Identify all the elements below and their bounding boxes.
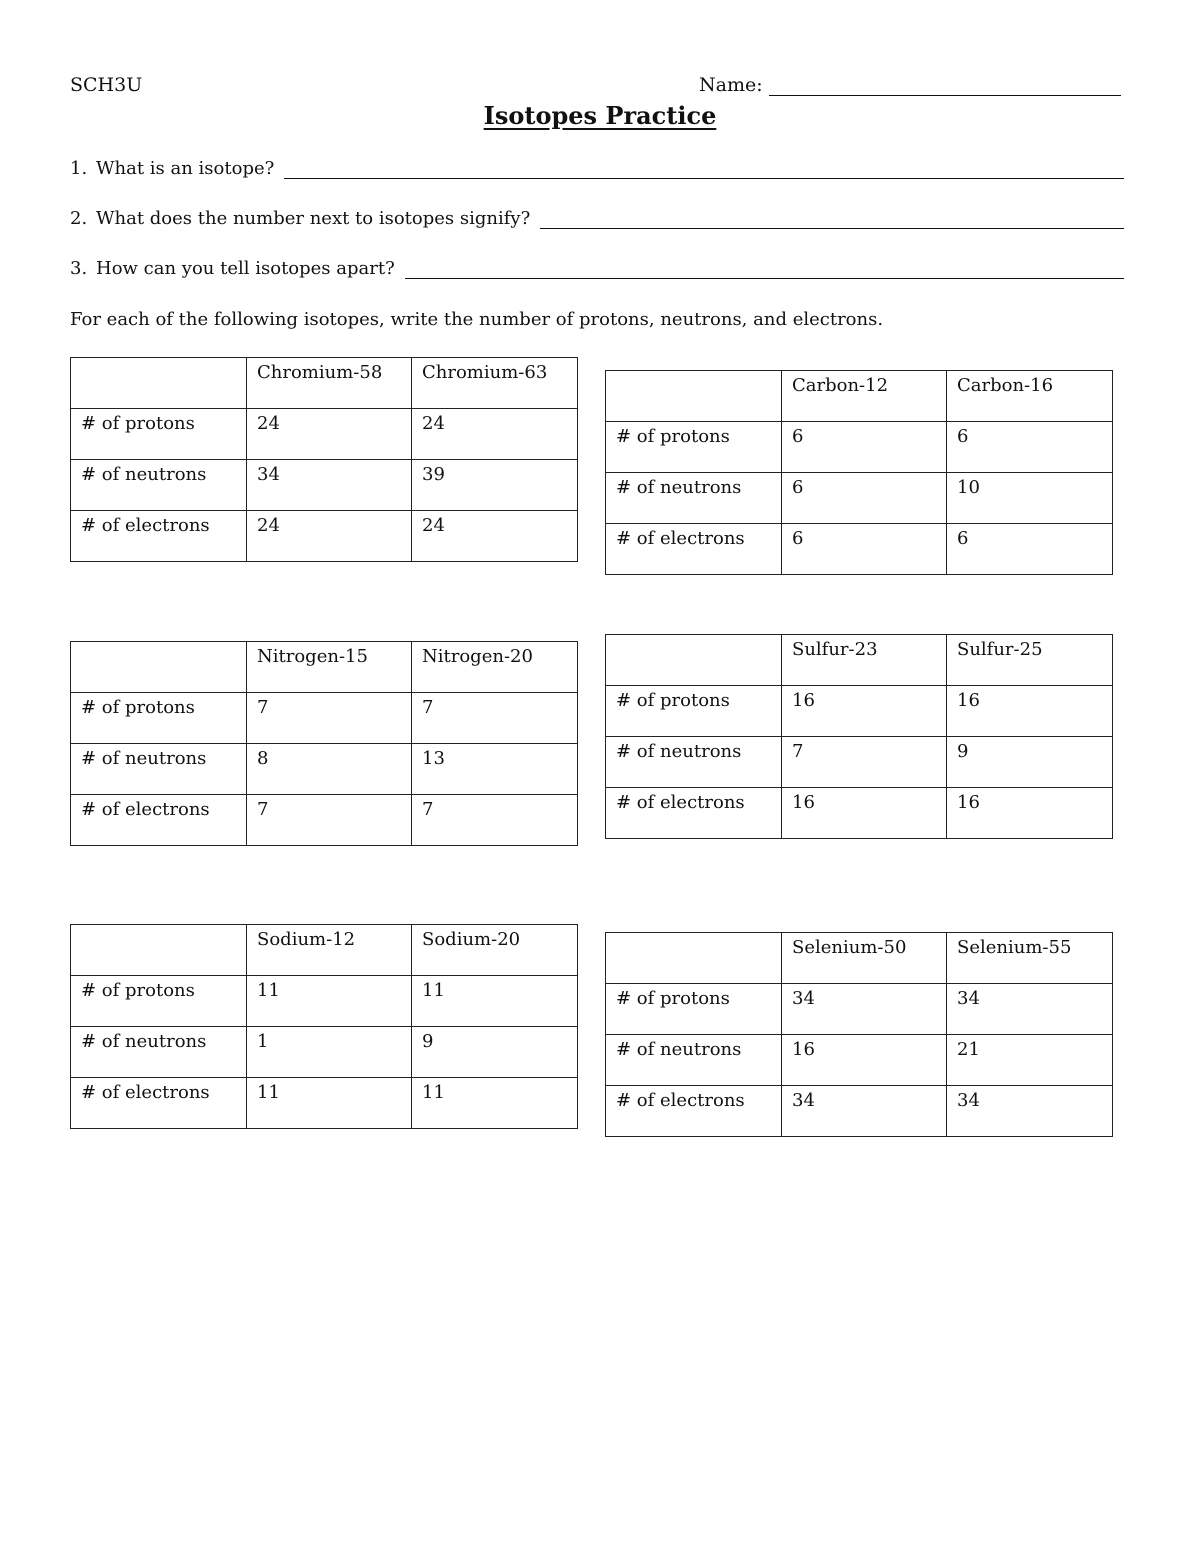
- row-label: # of neutrons: [71, 744, 247, 795]
- isotope-header: Carbon-12: [782, 371, 947, 422]
- isotope-header: Sulfur-25: [947, 635, 1113, 686]
- neutrons-cell[interactable]: 16: [782, 1035, 947, 1086]
- table-header-row: [606, 371, 1113, 422]
- table-header-row: [606, 635, 1113, 686]
- answer-line[interactable]: [405, 260, 1124, 279]
- question-1: 1. What is an isotope?: [70, 158, 1124, 179]
- row-label: # of protons: [606, 422, 782, 473]
- isotope-table-nitrogen: [70, 641, 578, 846]
- table-row: [71, 409, 578, 460]
- isotope-table-selenium: [605, 932, 1113, 1137]
- electrons-cell[interactable]: 11: [247, 1078, 412, 1129]
- row-label: # of neutrons: [606, 473, 782, 524]
- table-header-row: [71, 358, 578, 409]
- neutrons-cell[interactable]: 7: [782, 737, 947, 788]
- isotope-header: Sodium-12: [247, 925, 412, 976]
- isotope-header: Chromium-63: [412, 358, 578, 409]
- isotope-header: Nitrogen-15: [247, 642, 412, 693]
- answer-line[interactable]: [540, 210, 1124, 229]
- protons-cell[interactable]: 34: [947, 984, 1113, 1035]
- row-label: # of electrons: [606, 524, 782, 575]
- neutrons-cell[interactable]: 1: [247, 1027, 412, 1078]
- table-row: [71, 976, 578, 1027]
- isotope-table-sodium: [70, 924, 578, 1129]
- isotope-header: Sodium-20: [412, 925, 578, 976]
- protons-cell[interactable]: 24: [247, 409, 412, 460]
- name-label: Name:: [699, 74, 763, 96]
- table-corner-cell: [71, 358, 247, 409]
- protons-cell[interactable]: 24: [412, 409, 578, 460]
- electrons-cell[interactable]: 7: [412, 795, 578, 846]
- electrons-cell[interactable]: 34: [947, 1086, 1113, 1137]
- table-header-row: [71, 642, 578, 693]
- name-field: [699, 74, 1121, 96]
- table-row: [606, 737, 1113, 788]
- row-label: # of protons: [606, 984, 782, 1035]
- isotope-table-sulfur: [605, 634, 1113, 839]
- isotope-header: Selenium-50: [782, 933, 947, 984]
- question-3: 3. How can you tell isotopes apart?: [70, 258, 1124, 279]
- protons-cell[interactable]: 34: [782, 984, 947, 1035]
- table-row: [606, 788, 1113, 839]
- table-corner-cell: [606, 635, 782, 686]
- table-header-row: [606, 933, 1113, 984]
- table-row: [71, 460, 578, 511]
- protons-cell[interactable]: 11: [412, 976, 578, 1027]
- row-label: # of electrons: [71, 795, 247, 846]
- question-text: What does the number next to isotopes signify?: [96, 208, 531, 229]
- protons-cell[interactable]: 7: [412, 693, 578, 744]
- answer-line[interactable]: [284, 160, 1124, 179]
- electrons-cell[interactable]: 24: [247, 511, 412, 562]
- neutrons-cell[interactable]: 9: [412, 1027, 578, 1078]
- row-label: # of protons: [71, 409, 247, 460]
- course-code: SCH3U: [70, 74, 143, 96]
- neutrons-cell[interactable]: 8: [247, 744, 412, 795]
- protons-cell[interactable]: 16: [782, 686, 947, 737]
- row-label: # of neutrons: [71, 460, 247, 511]
- electrons-cell[interactable]: 7: [247, 795, 412, 846]
- table-row: [606, 1035, 1113, 1086]
- neutrons-cell[interactable]: 10: [947, 473, 1113, 524]
- table-header-row: [71, 925, 578, 976]
- table-row: [606, 1086, 1113, 1137]
- electrons-cell[interactable]: 6: [947, 524, 1113, 575]
- question-2: 2. What does the number next to isotopes signify?: [70, 208, 1124, 229]
- protons-cell[interactable]: 6: [782, 422, 947, 473]
- isotope-header: Chromium-58: [247, 358, 412, 409]
- table-row: [606, 473, 1113, 524]
- row-label: # of electrons: [71, 1078, 247, 1129]
- protons-cell[interactable]: 7: [247, 693, 412, 744]
- row-label: # of neutrons: [606, 737, 782, 788]
- table-row: [606, 686, 1113, 737]
- neutrons-cell[interactable]: 34: [247, 460, 412, 511]
- protons-cell[interactable]: 16: [947, 686, 1113, 737]
- row-label: # of neutrons: [71, 1027, 247, 1078]
- isotope-header: Sulfur-23: [782, 635, 947, 686]
- isotope-table-chromium: [70, 357, 578, 562]
- electrons-cell[interactable]: 24: [412, 511, 578, 562]
- neutrons-cell[interactable]: 39: [412, 460, 578, 511]
- table-corner-cell: [606, 371, 782, 422]
- table-row: [606, 984, 1113, 1035]
- neutrons-cell[interactable]: 21: [947, 1035, 1113, 1086]
- table-row: [606, 524, 1113, 575]
- neutrons-cell[interactable]: 6: [782, 473, 947, 524]
- neutrons-cell[interactable]: 13: [412, 744, 578, 795]
- instructions: For each of the following isotopes, write the number of protons, neutrons, and electrons.: [70, 309, 884, 330]
- question-text: How can you tell isotopes apart?: [96, 258, 395, 279]
- row-label: # of protons: [606, 686, 782, 737]
- row-label: # of electrons: [606, 788, 782, 839]
- row-label: # of electrons: [606, 1086, 782, 1137]
- question-text: What is an isotope?: [96, 158, 275, 179]
- isotope-header: Carbon-16: [947, 371, 1113, 422]
- page-title: Isotopes Practice: [483, 101, 717, 130]
- electrons-cell[interactable]: 16: [947, 788, 1113, 839]
- table-row: [71, 511, 578, 562]
- table-row: [606, 422, 1113, 473]
- protons-cell[interactable]: 11: [247, 976, 412, 1027]
- row-label: # of protons: [71, 693, 247, 744]
- row-label: # of neutrons: [606, 1035, 782, 1086]
- table-row: [71, 1027, 578, 1078]
- isotope-header: Nitrogen-20: [412, 642, 578, 693]
- table-row: [71, 693, 578, 744]
- name-input-line[interactable]: [769, 77, 1121, 96]
- row-label: # of protons: [71, 976, 247, 1027]
- table-row: [71, 744, 578, 795]
- electrons-cell[interactable]: 11: [412, 1078, 578, 1129]
- table-corner-cell: [606, 933, 782, 984]
- table-row: [71, 795, 578, 846]
- table-corner-cell: [71, 925, 247, 976]
- protons-cell[interactable]: 6: [947, 422, 1113, 473]
- neutrons-cell[interactable]: 9: [947, 737, 1113, 788]
- table-row: [71, 1078, 578, 1129]
- electrons-cell[interactable]: 34: [782, 1086, 947, 1137]
- isotope-table-carbon: [605, 370, 1113, 575]
- isotope-header: Selenium-55: [947, 933, 1113, 984]
- electrons-cell[interactable]: 16: [782, 788, 947, 839]
- table-corner-cell: [71, 642, 247, 693]
- electrons-cell[interactable]: 6: [782, 524, 947, 575]
- row-label: # of electrons: [71, 511, 247, 562]
